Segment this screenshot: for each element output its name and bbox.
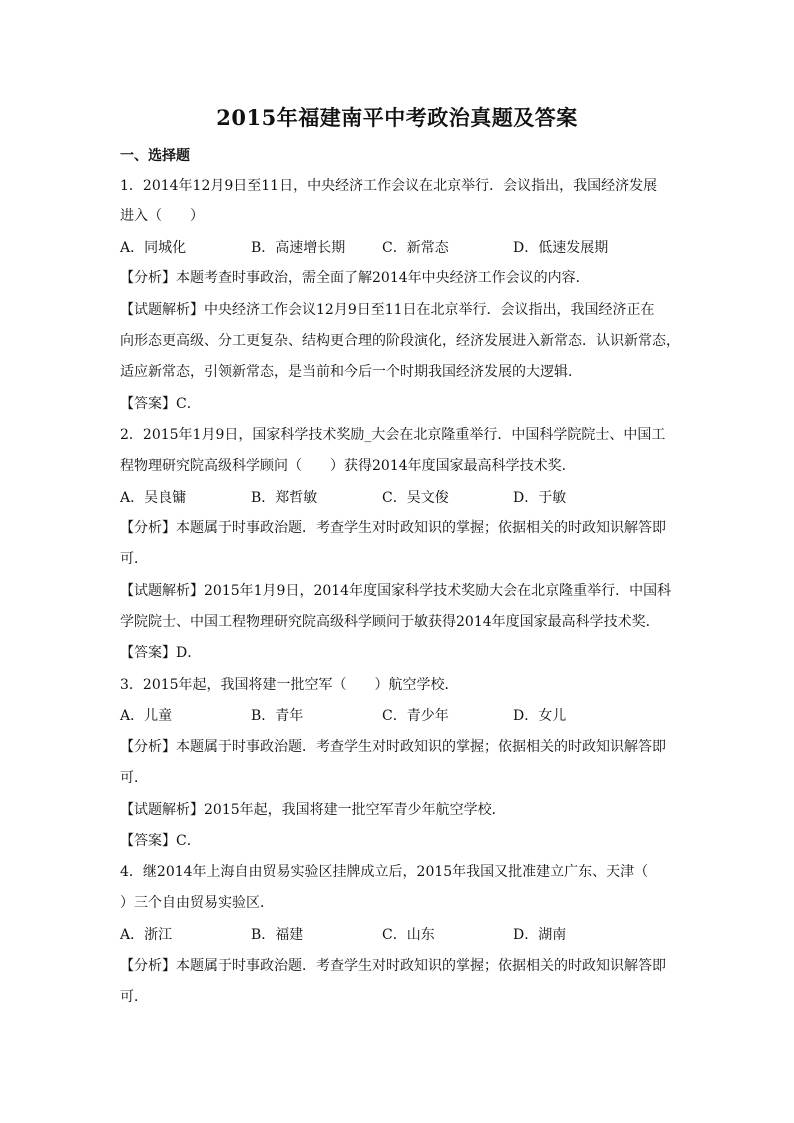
q3-option-a: A．儿童	[120, 708, 173, 724]
q1-explain-line2: 向形态更高级、分工更复杂、结构更合理的阶段演化，经济发展进入新常态．认识新常态，	[120, 333, 680, 349]
q1-explain-line3: 适应新常态，引领新常态，是当前和今后一个时期我国经济发展的大逻辑．	[120, 364, 582, 380]
q2-stem-line1: 2．2015年1月9日，国家科学技术奖励_大会在北京隆重举行．中国科学院院士、中国工	[120, 427, 666, 443]
q2-option-b: B．郑哲敏	[251, 490, 318, 506]
section-heading: 一、选择题	[120, 148, 190, 164]
q2-explain-line1: 【试题解析】2015年1月9日，2014年度国家科学技术奖励大会在北京隆重举行．中国科	[120, 583, 672, 599]
q1-option-c: C．新常态	[382, 240, 449, 256]
q2-option-c: C．吴文俊	[382, 490, 449, 506]
q2-explain-line2: 学院院士、中国工程物理研究院高级科学顾问于敏获得2014年度国家最高科学技术奖．	[120, 614, 660, 630]
q1-explain-line1: 【试题解析】中央经济工作会议12月9日至11日在北京举行．会议指出，我国经济正在	[120, 302, 655, 318]
q2-option-d: D．于敏	[513, 490, 567, 506]
q4-analysis-line2: 可．	[120, 989, 148, 1005]
q2-analysis-line1: 【分析】本题属于时事政治题．考查学生对时政知识的掌握；依据相关的时政知识解答即	[120, 520, 666, 536]
q3-explain: 【试题解析】2015年起，我国将建一批空军青少年航空学校．	[120, 802, 506, 818]
q4-options	[120, 925, 680, 945]
q1-answer: 【答案】C．	[120, 396, 201, 412]
document-title: 2015年福建南平中考政治真题及答案	[216, 105, 578, 130]
q4-option-a: A．浙江	[120, 927, 173, 943]
q1-options	[120, 238, 680, 258]
q1-stem-line2: 进入（ ）	[120, 208, 204, 224]
q1-option-b: B．高速增长期	[251, 240, 346, 256]
q4-option-d: D．湖南	[513, 927, 567, 943]
q3-analysis-line2: 可．	[120, 770, 148, 786]
q3-option-b: B．青年	[251, 708, 304, 724]
q1-stem-line1: 1．2014年12月9日至11日，中央经济工作会议在北京举行．会议指出，我国经济发展	[120, 178, 658, 194]
q1-option-a: A．同城化	[120, 240, 187, 256]
q4-stem-line2: ）三个自由贸易实验区．	[120, 895, 274, 911]
q3-analysis-line1: 【分析】本题属于时事政治题．考查学生对时政知识的掌握；依据相关的时政知识解答即	[120, 739, 666, 755]
q2-analysis-line2: 可．	[120, 551, 148, 567]
q4-option-b: B．福建	[251, 927, 304, 943]
q2-options	[120, 488, 680, 508]
q1-analysis: 【分析】本题考查时事政治，需全面了解2014年中央经济工作会议的内容．	[120, 270, 590, 286]
q3-options	[120, 706, 680, 726]
q2-stem-line2: 程物理研究院高级科学顾问（ ）获得2014年度国家最高科学技术奖．	[120, 458, 576, 474]
q2-answer: 【答案】D．	[120, 645, 202, 661]
q3-stem: 3．2015年起，我国将建一批空军（ ）航空学校．	[120, 677, 459, 693]
q4-analysis-line1: 【分析】本题属于时事政治题．考查学生对时政知识的掌握；依据相关的时政知识解答即	[120, 958, 666, 974]
q1-option-d: D．低速发展期	[513, 240, 609, 256]
q2-option-a: A．吴良镛	[120, 490, 187, 506]
q4-option-c: C．山东	[382, 927, 435, 943]
q4-stem-line1: 4．继2014年上海自由贸易实验区挂牌成立后，2015年我国又批准建立广东、天津（	[120, 864, 649, 880]
q3-option-c: C．青少年	[382, 708, 449, 724]
q3-option-d: D．女儿	[513, 708, 567, 724]
q3-answer: 【答案】C．	[120, 833, 201, 849]
